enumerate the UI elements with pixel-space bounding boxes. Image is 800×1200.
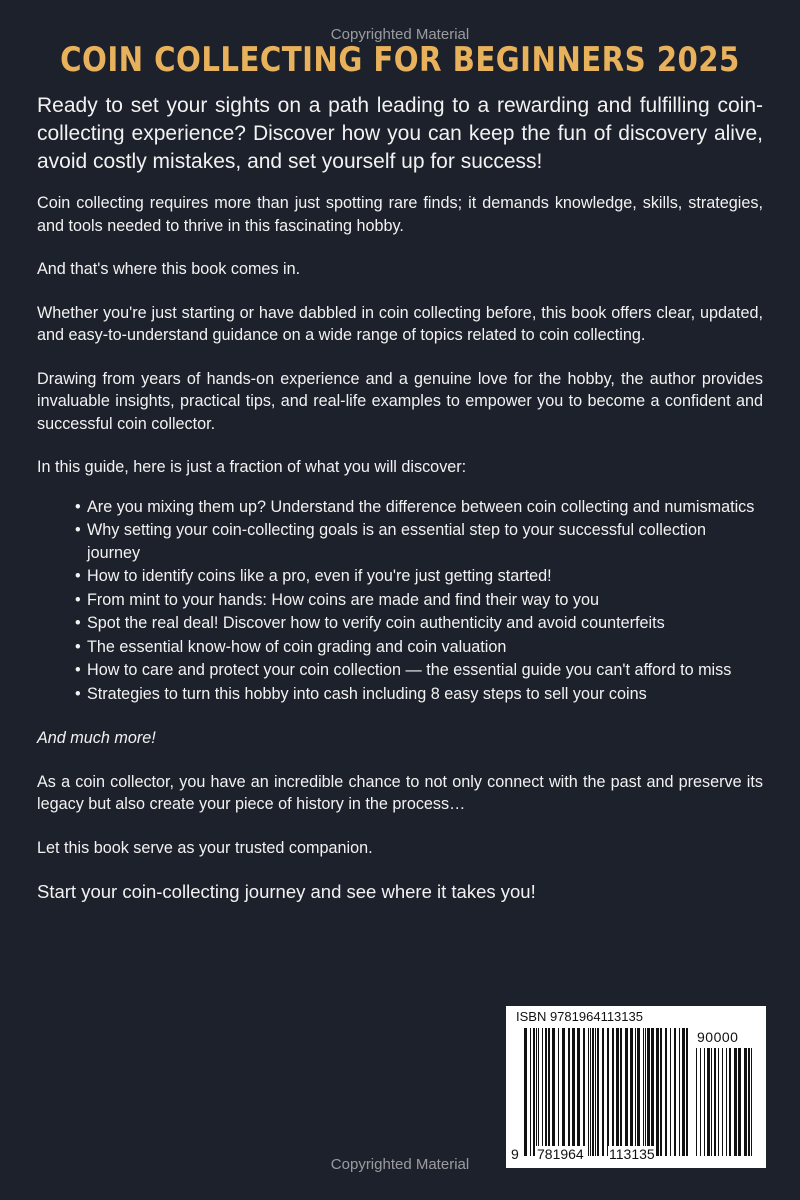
paragraph-intro: Coin collecting requires more than just spotting rare finds; it demands knowledge, skills, strategies, and tools needed to thrive in this fascinating hobby. [37, 194, 763, 235]
bullet-icon: • [75, 497, 81, 516]
barcode-digit-group-2: 113135 [609, 1146, 655, 1162]
list-item: • Are you mixing them up? Understand the difference between coin collecting and numismatics [75, 496, 763, 519]
list-item: • Spot the real deal! Discover how to verify coin authenticity and avoid counterfeits [75, 612, 763, 635]
paragraph-book-intro: And that's where this book comes in. [37, 260, 301, 278]
addon-barcode-bars [696, 1048, 754, 1156]
watermark-top: Copyrighted Material [330, 26, 470, 43]
list-item: • The essential know-how of coin grading and coin valuation [75, 636, 763, 659]
bullet-icon: • [75, 521, 81, 539]
bullet-icon: • [75, 614, 81, 632]
paragraph-audience: Whether you're just starting or have dabbled in coin collecting before, this book offers clear, updated, and easy-to-understand guidance on a wide range of topics related to coin collecting. [37, 303, 763, 344]
bullet-icon: • [75, 684, 81, 703]
isbn-label: ISBN 9781964113135 [516, 1009, 643, 1024]
list-item: • How to identify coins like a pro, even if you're just getting started! [75, 565, 763, 588]
book-title: COIN COLLECTING FOR BEGINNERS 2025 [60, 40, 740, 80]
barcode-first-digit: 9 [511, 1146, 519, 1162]
barcode-bars [524, 1028, 690, 1156]
list-item: • How to care and protect your coin collection — the essential guide you can't afford to miss [75, 659, 763, 682]
paragraph-collector: As a coin collector, you have an incredible chance to not only connect with the past and preserve its legacy but also create your piece of history in the process… [37, 772, 763, 813]
price-code: 90000 [697, 1029, 739, 1045]
bullet-icon: • [75, 661, 81, 679]
bullet-icon: • [75, 637, 81, 656]
feature-list [75, 496, 763, 706]
list-item: • Strategies to turn this hobby into cash including 8 easy steps to sell your coins [75, 683, 763, 706]
paragraph-author: Drawing from years of hands-on experience and a genuine love for the hobby, the author provides invaluable insights, practical tips, and real-life examples to empower you to become a confident and successful coin collector. [37, 369, 763, 433]
much-more-text: And much more! [37, 729, 156, 747]
bullet-icon: • [75, 567, 81, 585]
list-item: • From mint to your hands: How coins are made and find their way to you [75, 589, 763, 612]
bullet-icon: • [75, 590, 81, 609]
watermark-bottom: Copyrighted Material [330, 1156, 470, 1173]
cover-text [37, 92, 763, 904]
lead-paragraph: Ready to set your sights on a path leading to a rewarding and fulfilling coin-collecting experience? Discover how you can keep the fun of discovery alive, avoid costly mistakes, and set yourself up for success! [37, 94, 763, 173]
paragraph-guide-intro: In this guide, here is just a fraction of what you will discover: [37, 458, 467, 476]
list-item: • Why setting your coin-collecting goals is an essential step to your successful collection journey [75, 521, 707, 562]
paragraph-companion: Let this book serve as your trusted companion. [37, 838, 373, 857]
isbn-barcode [506, 1006, 766, 1168]
closing-line: Start your coin-collecting journey and see where it takes you! [37, 881, 536, 902]
barcode-digit-group-1: 781964 [537, 1146, 584, 1162]
